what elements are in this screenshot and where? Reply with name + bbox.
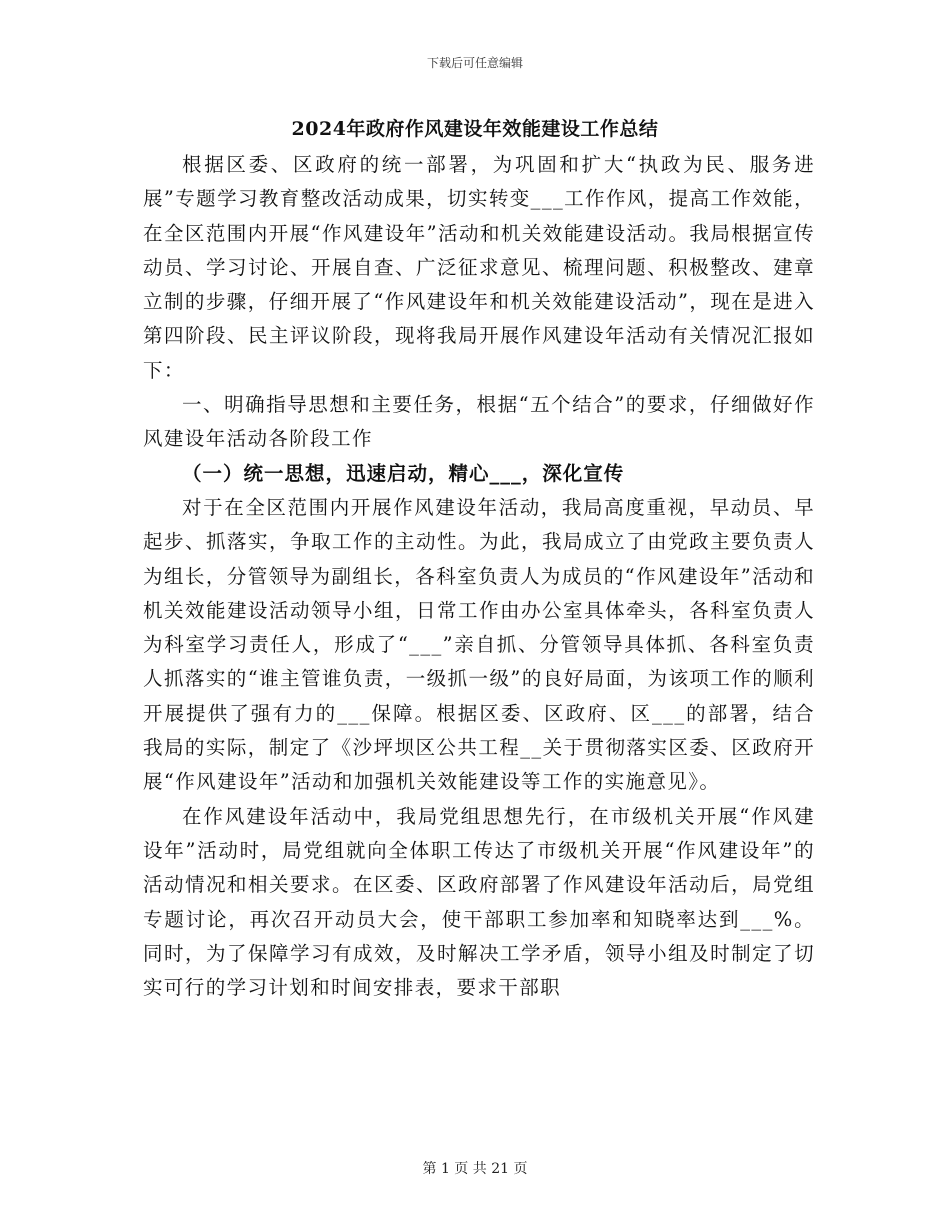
paragraph-intro: 根据区委、区政府的统一部署，为巩固和扩大“执政为民、服务进展”专题学习教育整改活动成果，切实转变___工作作风，提高工作效能，在全区范围内开展“作风建设年”活动和机关效能建设活动。我局根据宣传动员、学习讨论、开展自查、广泛征求意见、梳理问题、积极整改、建章立制的步骤，仔细开展了“作风建设年和机关效能建设活动”，现在是进入第四阶段、民主评议阶段，现将我局开展作风建设年活动有关情况汇报如下：	[143, 153, 815, 382]
document-body	[143, 148, 815, 1005]
header-note: 下载后可任意编辑	[426, 56, 523, 70]
document-title: 2024年政府作风建设年效能建设工作总结	[291, 118, 659, 140]
paragraph-leadership: 对于在全区范围内开展作风建设年活动，我局高度重视，早动员、早起步、抓落实，争取工作的主动性。为此，我局成立了由党政主要负责人为组长，分管领导为副组长，各科室负责人为成员的“作风建设年”活动和机关效能建设活动领导小组，日常工作由办公室具体牵头，各科室负责人为科室学习责任人，形成了“___”亲自抓、分管领导具体抓、各科室负责人抓落实的“谁主管谁负责，一级抓一级”的良好局面，为该项工作的顺利开展提供了强有力的___保障。根据区委、区政府、区___的部署，结合我局的实际，制定了《沙坪坝区公共工程__关于贯彻落实区委、区政府开展“作风建设年”活动和加强机关效能建设等工作的实施意见》。	[143, 495, 815, 794]
page-number: 第 1 页 共 21 页	[422, 1161, 528, 1177]
paragraph-section-one: 一、明确指导思想和主要任务，根据“五个结合”的要求，仔细做好作风建设年活动各阶段工作	[143, 393, 815, 451]
subsection-heading: （一）统一思想，迅速启动，精心___，深化宣传	[182, 461, 625, 485]
paragraph-party-group: 在作风建设年活动中，我局党组思想先行，在市级机关开展“作风建设年”活动时，局党组就向全体职工传达了市级机关开展“作风建设年”的活动情况和相关要求。在区委、区政府部署了作风建设年活动后，局党组专题讨论，再次召开动员大会，使干部职工参加率和知晓率达到___%。同时，为了保障学习有成效，及时解决工学矛盾，领导小组及时制定了切实可行的学习计划和时间安排表，要求干部职	[143, 804, 815, 1000]
